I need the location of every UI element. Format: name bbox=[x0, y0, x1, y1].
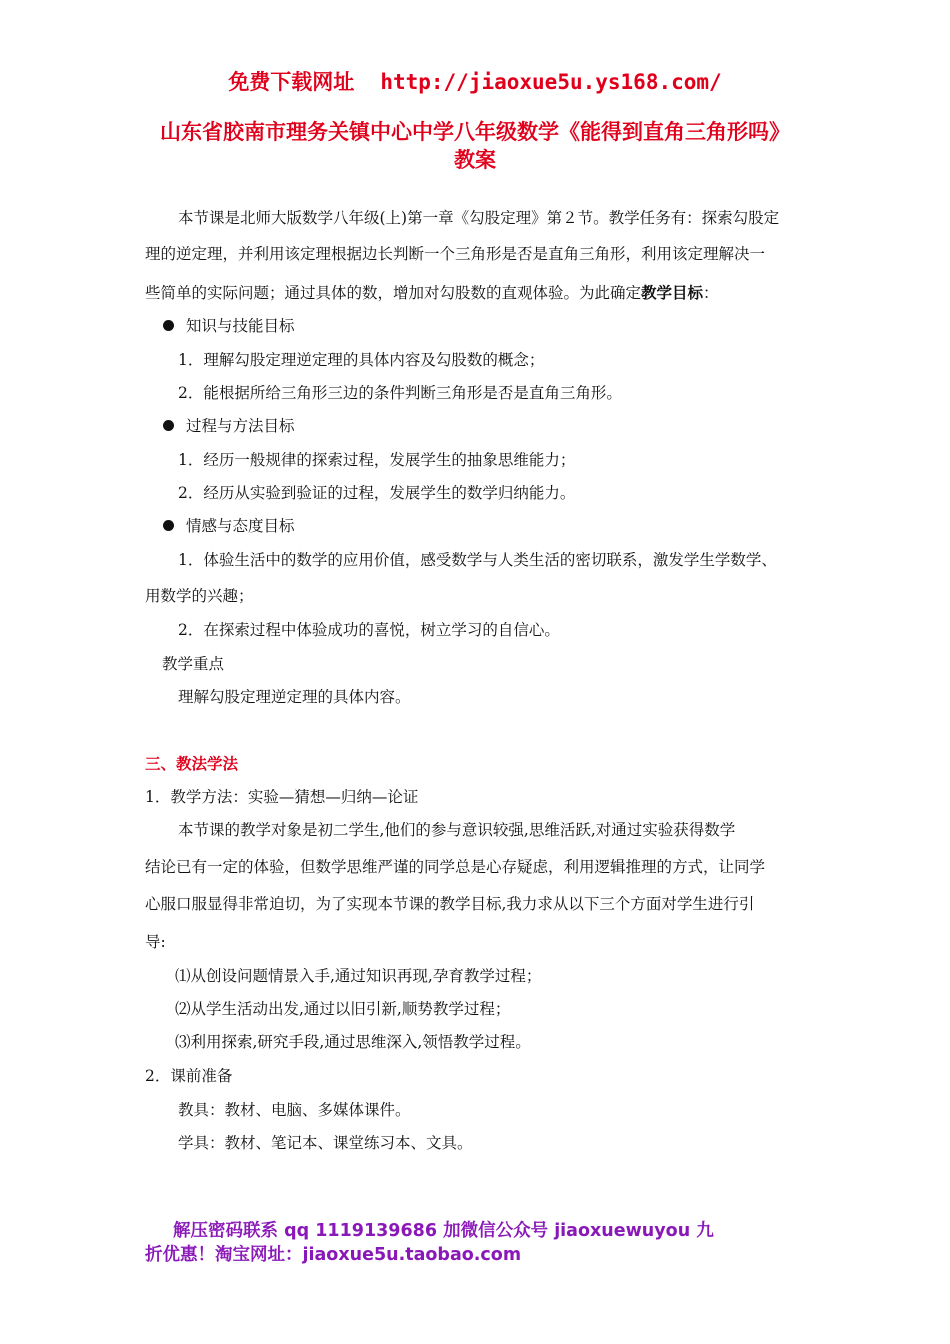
goal-item: 用数学的兴趣； bbox=[145, 587, 254, 605]
page-title bbox=[0, 118, 950, 174]
goal-item: 1．理解勾股定理逆定理的具体内容及勾股数的概念； bbox=[178, 351, 545, 369]
goal-heading-attitude bbox=[163, 516, 295, 536]
intro-line-1: 本节课是北师大版数学八年级(上)第一章《勾股定理》第２节。教学任务有：探索勾股定 bbox=[178, 209, 780, 227]
footer-line-2: 折优惠！淘宝网址：jiaoxue5u.taobao.com bbox=[145, 1245, 522, 1265]
student-tools: 学具：教材、笔记本、课堂练习本、文具。 bbox=[178, 1134, 473, 1152]
goal-item: 1．体验生活中的数学的应用价值，感受数学与人类生活的密切联系，激发学生学数学、 bbox=[178, 551, 777, 569]
goal-item: 2．能根据所给三角形三边的条件判断三角形是否是直角三角形。 bbox=[178, 384, 622, 402]
header-label: 免费下载网址 bbox=[228, 70, 355, 94]
goal-item: 1．经历一般规律的探索过程，发展学生的抽象思维能力； bbox=[178, 451, 576, 469]
goal-item: 2．经历从实验到验证的过程，发展学生的数学归纳能力。 bbox=[178, 484, 576, 502]
intro-line-2: 理的逆定理，并利用该定理根据边长判断一个三角形是否是直角三角形，利用该定理解决一 bbox=[145, 245, 766, 263]
bullet-icon bbox=[163, 420, 174, 431]
title-line-2: 教案 bbox=[454, 148, 496, 172]
goal-heading-knowledge bbox=[163, 316, 295, 336]
intro-line-3-text: 些简单的实际问题；通过具体的数，增加对勾股数的直观体验。为此确定 bbox=[145, 284, 642, 302]
method-paragraph-line: 导: bbox=[145, 933, 166, 951]
goal-item: 2．在探索过程中体验成功的喜悦，树立学习的自信心。 bbox=[178, 621, 560, 639]
goal-heading-process bbox=[163, 416, 295, 436]
method-paragraph-line: 本节课的教学对象是初二学生,他们的参与意识较强,思维活跃,对通过实验获得数学 bbox=[178, 821, 736, 839]
key-point-text: 理解勾股定理逆定理的具体内容。 bbox=[178, 688, 411, 706]
method-heading: 1．教学方法：实验—猜想—归纳—论证 bbox=[145, 788, 419, 806]
bullet-icon bbox=[163, 520, 174, 531]
goal-heading-text: 知识与技能目标 bbox=[186, 317, 295, 335]
method-paragraph-line: 结论已有一定的体验，但数学思维严谨的同学总是心存疑虑，利用逻辑推理的方式，让同学 bbox=[145, 858, 766, 876]
method-list-item: ⑴从创设问题情景入手,通过知识再现,孕育教学过程； bbox=[175, 967, 542, 985]
teaching-goals-label: 教学目标 bbox=[641, 283, 704, 302]
footer-contact bbox=[145, 1219, 785, 1267]
intro-line-3-colon: ： bbox=[703, 284, 719, 302]
intro-line-3 bbox=[145, 283, 719, 303]
download-header bbox=[0, 66, 950, 96]
title-line-1: 山东省胶南市理务关镇中心中学八年级数学《能得到直角三角形吗》 bbox=[160, 120, 790, 144]
method-list-item: ⑶利用探索,研究手段,通过思维深入,领悟教学过程。 bbox=[175, 1033, 531, 1051]
footer-line-1: 解压密码联系 qq 1119139686 加微信公众号 jiaoxuewuyou 九 bbox=[173, 1221, 714, 1241]
method-paragraph-line: 心服口服显得非常迫切，为了实现本节课的教学目标,我力求从以下三个方面对学生进行引 bbox=[145, 895, 755, 913]
method-list-item: ⑵从学生活动出发,通过以旧引新,顺势教学过程； bbox=[175, 1000, 511, 1018]
goal-heading-text: 过程与方法目标 bbox=[186, 417, 295, 435]
key-point-heading: 教学重点 bbox=[162, 655, 225, 673]
section-title-methods: 三、教法学法 bbox=[145, 755, 239, 773]
goal-heading-text: 情感与态度目标 bbox=[186, 517, 295, 535]
header-url[interactable]: http://jiaoxue5u.ys168.com/ bbox=[380, 70, 722, 94]
bullet-icon bbox=[163, 320, 174, 331]
teacher-tools: 教具：教材、电脑、多媒体课件。 bbox=[178, 1101, 411, 1119]
prep-heading: 2．课前准备 bbox=[145, 1067, 233, 1085]
